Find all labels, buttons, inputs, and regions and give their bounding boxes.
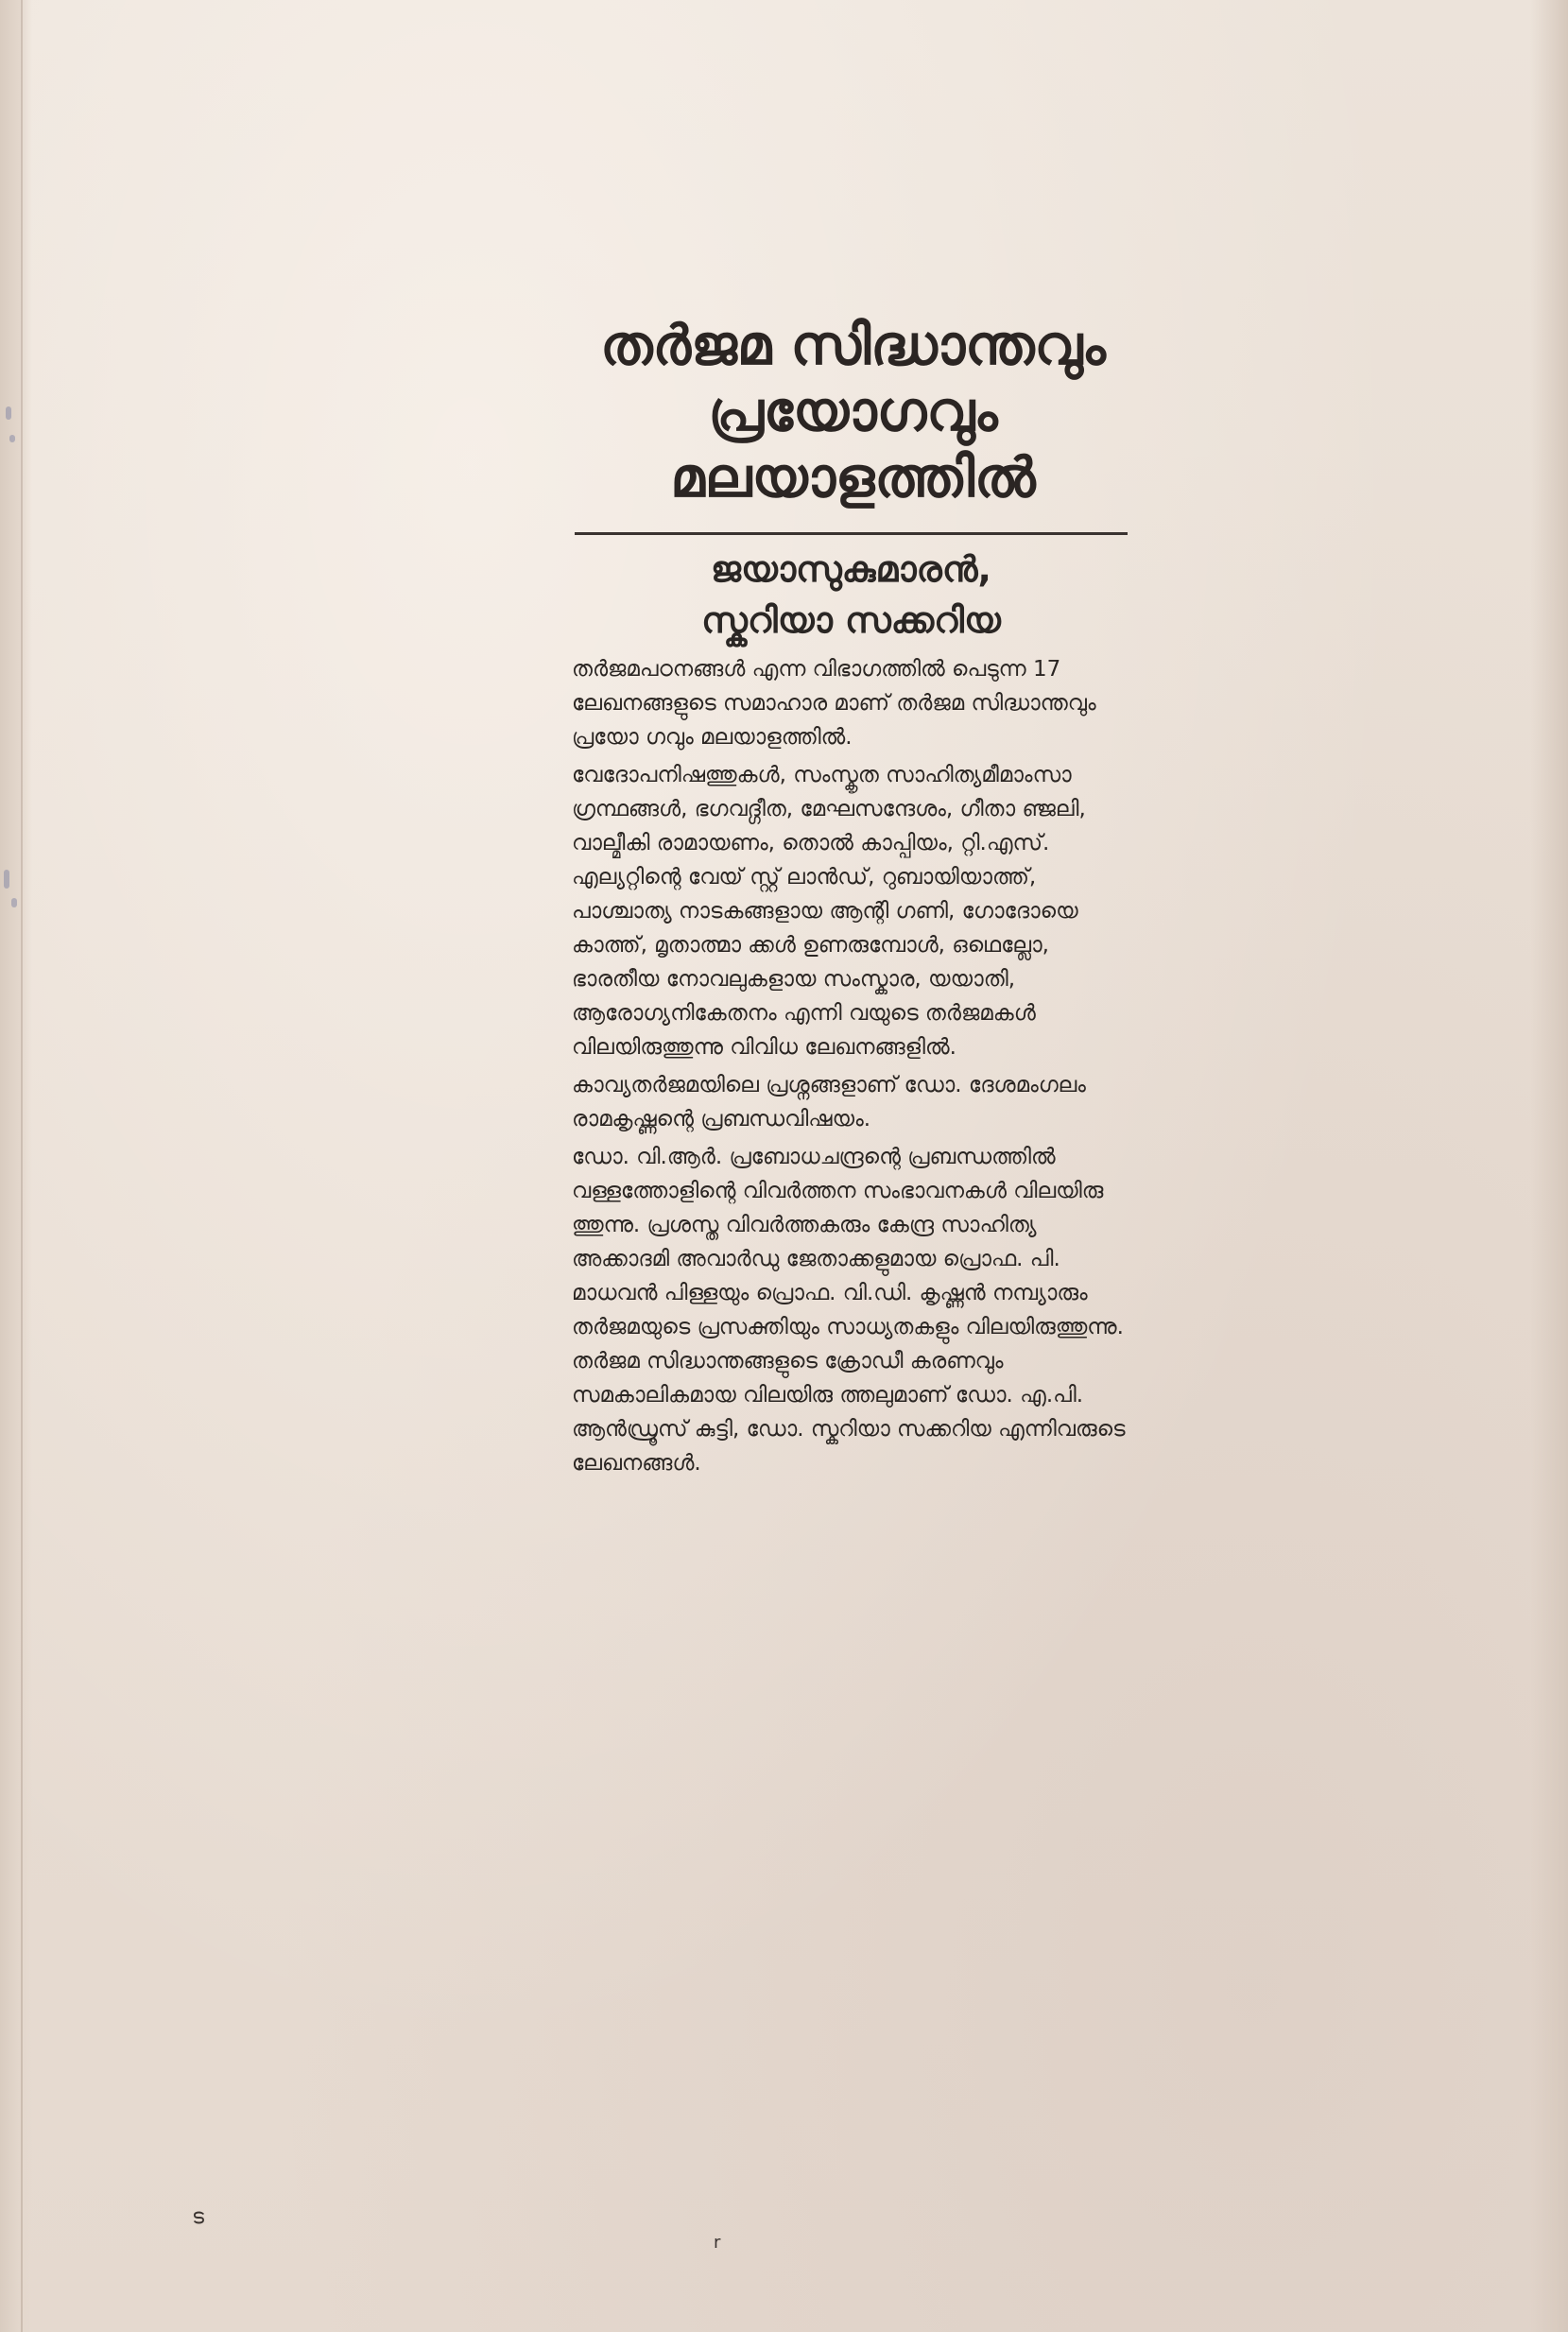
- book-title: [577, 312, 1129, 510]
- author-block: [575, 544, 1128, 646]
- title-line-2: പ്രയോഗവും: [708, 379, 998, 443]
- title-divider: [575, 532, 1128, 535]
- blurb-paragraph-2: വേദോപനിഷത്തുകൾ, സംസ്കൃത സാഹിത്യമീമാംസാ ഗ്രന്ഥങ്ങൾ, ഭഗവദ്ഗീത, മേഘസന്ദേശം, ഗീതാ ഞ്ജലി, വാല്മീകി രാമായണം, തൊൽ കാപ്പിയം, റ്റി.എസ്. എല്യറ്റിന്റെ വേയ് സ്റ്റ് ലാൻഡ്, റുബായിയാത്ത്, പാശ്ചാത്യ നാടകങ്ങളായ ആന്റി ഗണി, ഗോദോയെ കാത്ത്, മൃതാത്മാ ക്കൾ ഉണരുമ്പോൾ, ഒഥെല്ലോ, ഭാരതീയ നോവലുകളായ സംസ്കാര, യയാതി, ആരോഗ്യനികേതനം എന്നി വയുടെ തർജമകൾ വിലയിരുത്തുന്നു വിവിധ ലേഖനങ്ങളിൽ.: [572, 763, 1086, 1060]
- ink-speckle: [9, 435, 15, 442]
- ink-speckle: [4, 870, 9, 889]
- bottom-left-mark: ട: [192, 2205, 204, 2229]
- blurb-paragraph-4: ഡോ. വി.ആർ. പ്രബോധചന്ദ്രന്റെ പ്രബന്ധത്തിൽ വള്ളത്തോളിന്റെ വിവർത്തന സംഭാവനകൾ വിലയിരു ത്തുന്നു. പ്രശസ്ത വിവർത്തകരും കേന്ദ്ര സാഹിത്യ അക്കാദമി അവാർഡു ജേതാക്കളുമായ പ്രൊഫ. പി. മാധവൻ പിള്ളയും പ്രൊഫ. വി.ഡി. കൃഷ്ണൻ നമ്പ്യാരും തർജമയുടെ പ്രസക്തിയും സാധ്യതകളും വിലയിരുത്തുന്നു. തർജമ സിദ്ധാന്തങ്ങളുടെ ക്രോഡീ കരണവും സമകാലികമായ വിലയിരു ത്തലുമാണ് ഡോ. എ.പി. ആൻഡ്രൂസ് കുട്ടി, ഡോ. സ്കറിയാ സക്കറിയ എന്നിവരുടെ ലേഖനങ്ങൾ.: [572, 1145, 1126, 1476]
- title-line-3: മലയാളത്തിൽ: [670, 445, 1036, 510]
- blurb-paragraph-3: കാവ്യതർജമയിലെ പ്രശ്നങ്ങളാണ് ഡോ. ദേശമംഗലം രാമകൃഷ്ണന്റെ പ്രബന്ധവിഷയം.: [572, 1073, 1086, 1131]
- bottom-center-mark: r: [714, 2233, 721, 2253]
- title-line-1: തർജമ സിദ്ധാന്തവും: [600, 313, 1106, 377]
- author-line-1: ജയാസുകുമാരൻ,: [711, 548, 991, 590]
- author-line-2: സ്കറിയാ സക്കറിയ: [701, 599, 1001, 641]
- cover-right-edge: [1530, 0, 1568, 2332]
- blurb-text: [572, 652, 1129, 1484]
- cover-left-edge: [0, 0, 32, 2332]
- blurb-paragraph-1: തർജമപഠനങ്ങൾ എന്ന വിഭാഗത്തിൽ പെടുന്ന 17 ലേഖനങ്ങളുടെ സമാഹാര മാണ് തർജമ സിദ്ധാന്തവും പ്രയോ ഗവും മലയാളത്തിൽ.: [572, 657, 1096, 750]
- spine-crease: [21, 0, 23, 2332]
- ink-speckle: [6, 406, 11, 420]
- ink-speckle: [11, 898, 17, 907]
